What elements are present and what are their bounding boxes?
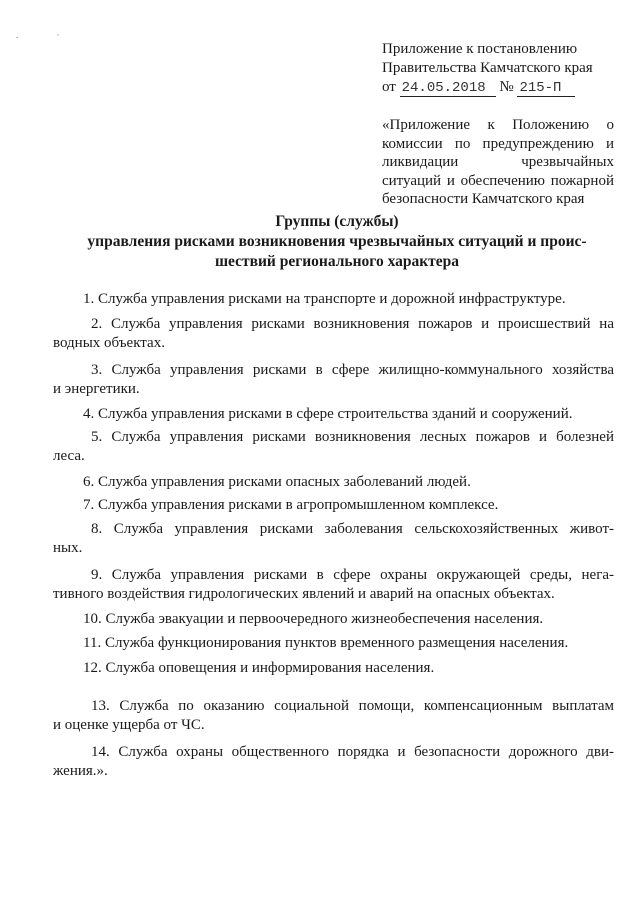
list-item-line-continued: леса. xyxy=(53,448,85,464)
list-item-line-first: 4. Служба управления рисками в сфере строительства зданий и сооружений. xyxy=(83,406,573,422)
list-item xyxy=(83,610,614,629)
list-item-line-continued: и оценке ущерба от ЧС. xyxy=(53,717,205,733)
appendix-from: от xyxy=(382,79,396,95)
list-item-line-continued: водных объектах. xyxy=(53,335,165,351)
list-item-line-first: 1. Служба управления рисками на транспорте и дорожной инфраструктуре. xyxy=(83,291,566,307)
appendix-number: 215-П xyxy=(517,80,575,97)
appendix-line-3 xyxy=(382,78,614,98)
list-item-line-first: 12. Служба оповещения и информирования населения. xyxy=(83,660,435,676)
list-item-line-continued: ных. xyxy=(53,540,83,556)
list-item xyxy=(53,361,614,399)
list-item xyxy=(83,659,614,678)
list-item-line-first: 14. Служба охраны общественного порядка и безопасности дорожного дви- xyxy=(91,744,614,760)
appendix-number-sign: № xyxy=(499,79,514,95)
list-item xyxy=(53,428,614,466)
list-item-line-first: 5. Служба управления рисками возникновения лесных пожаров и болезней xyxy=(91,429,614,445)
list-item xyxy=(53,315,614,353)
list-item-line-first: 13. Служба по оказанию социальной помощи, компенсационным выплатам xyxy=(91,698,614,714)
list-item-line-first: 9. Служба управления рисками в сфере охраны окружающей среды, нега- xyxy=(91,567,614,583)
list-item xyxy=(53,697,614,735)
list-item-line-first: 11. Служба функционирования пунктов временного размещения населения. xyxy=(83,635,569,651)
document-title xyxy=(60,212,614,272)
list-item xyxy=(83,290,614,309)
list-item-line-continued: тивного воздействия гидрологических явлений и аварий на опасных объектах. xyxy=(53,586,555,602)
appendix-date: 24.05.2018 xyxy=(400,80,496,97)
list-item-line-first: 6. Служба управления рисками опасных заболеваний людей. xyxy=(83,474,471,490)
title-line-3: шествий регионального характера xyxy=(214,253,460,270)
list-item xyxy=(83,634,614,653)
title-line-2: управления рисками возникновения чрезвычайных ситуаций и проис- xyxy=(87,233,587,250)
list-item xyxy=(83,405,614,424)
list-item-line-first: 7. Служба управления рисками в агропромышленном комплексе. xyxy=(83,497,499,513)
list-item xyxy=(53,520,614,558)
scan-specks: . · xyxy=(16,30,78,40)
quote-block: «Приложение к Положению о комиссии по предупреждению и ликвидации чрезвычайных ситуаций и обеспечению пожарной безопасности Камчатского края xyxy=(382,117,614,207)
list-item xyxy=(53,743,614,781)
list-item-line-continued: и энергетики. xyxy=(53,381,140,397)
list-item-line-first: 2. Служба управления рисками возникновения пожаров и происшествий на xyxy=(91,316,614,332)
list-item-line-first: 10. Служба эвакуации и первоочередного жизнеобеспечения населения. xyxy=(83,611,544,627)
appendix-line-1: Приложение к постановлению xyxy=(382,41,578,57)
list-item-line-continued: жения.». xyxy=(53,763,108,779)
list-item-line-first: 3. Служба управления рисками в сфере жилищно-коммунального хозяйства xyxy=(91,362,614,378)
list-item xyxy=(83,473,614,492)
list-item-line-first: 8. Служба управления рисками заболевания сельскохозяйственных живот- xyxy=(91,521,614,537)
list-item xyxy=(53,566,614,604)
appendix-line-2: Правительства Камчатского края xyxy=(382,60,593,76)
title-line-1: Группы (службы) xyxy=(275,213,399,230)
list-item xyxy=(83,496,614,515)
appendix-header xyxy=(382,40,614,98)
